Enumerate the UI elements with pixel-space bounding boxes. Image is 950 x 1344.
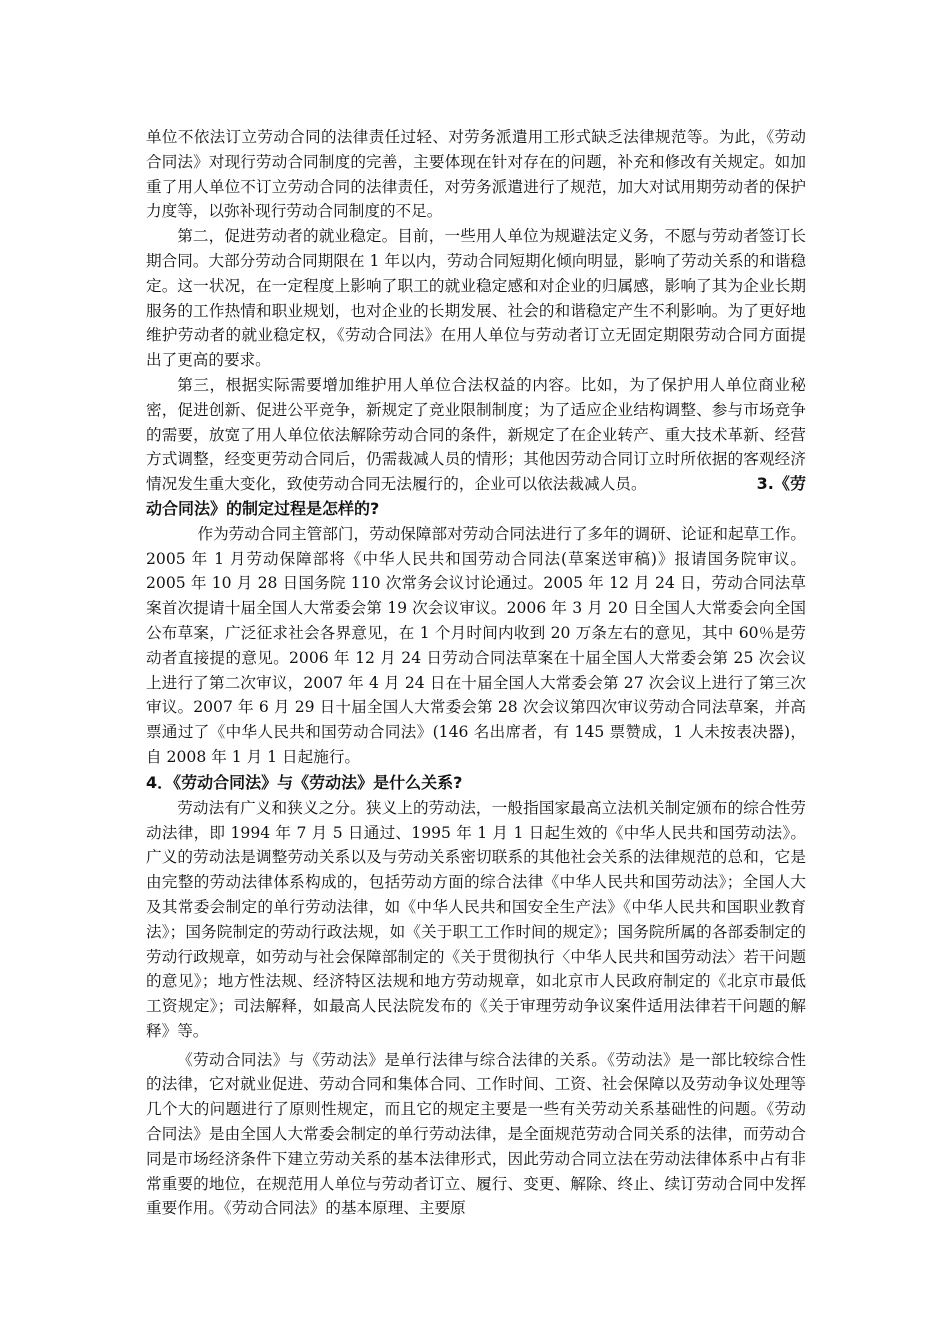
section-heading-4: 4．《劳动合同法》与《劳动法》是什么关系?	[146, 772, 463, 792]
paragraph-law-relationship: 《劳动合同法》与《劳动法》是单行法律与综合法律的关系。《劳动法》是一部比较综合性的法律，它对就业促进、劳动合同和集体合同、工作时间、工资、社会保障以及劳动争议处理等几个大的问题进行了原则性规定，而且它的规定主要是一些有关劳动关系基础性的问题。《劳动合同法》是由全国人大常委会制定的单行劳动法律，是全面规范劳动合同关系的法律，而劳动合同是市场经济条件下建立劳动关系的基本法律形式，因此劳动合同立法在劳动法律体系中占有非常重要的地位，在规范用人单位与劳动者订立、履行、变更、解除、终止、续订劳动合同中发挥重要作用。《劳动合同法》的基本原理、主要原	[146, 1050, 806, 1218]
paragraph-third-point	[146, 373, 806, 522]
paragraph-second-point: 第二，促进劳动者的就业稳定。目前，一些用人单位为规避法定义务，不愿与劳动者签订长期合同。大部分劳动合同期限在 1 年以内，劳动合同短期化倾向明显，影响了劳动关系的和谐稳定。这一状况，在一定程度上影响了职工的就业稳定感和对企业的归属感，影响了其为企业长期服务的工作热情和职业规划，也对企业的长期发展、社会的和谐稳定产生不利影响。为了更好地维护劳动者的就业稳定权，《劳动合同法》在用人单位与劳动者订立无固定期限劳动合同方面提出了更高的要求。	[146, 227, 806, 370]
section-heading-3: 3.《劳动合同法》的制定过程是怎样的?	[146, 474, 806, 518]
document-page	[146, 125, 806, 1221]
paragraph-legislative-history: 作为劳动合同主管部门，劳动保障部对劳动合同法进行了多年的调研、论证和起草工作。2005 年 1 月劳动保障部将《中华人民共和国劳动合同法(草案送审稿)》报请国务院审议。2005 年 10 月 28 日国务院 110 次常务会议讨论通过。2005 年 12 月 24 日，劳动合同法草案首次提请十届全国人大常委会第 19 次会议审议。2006 年 3 月 20 日全国人大常委会向全国公布草案，广泛征求社会各界意见，在 1 个月时间内收到 20 万条左右的意见，其中 60％是劳动者直接提的意见。2006 年 12 月 24 日劳动合同法草案在十届全国人大常委会第 25 次会议上进行了第二次审议，2007 年 4 月 24 日在十届全国人大常委会第 27 次会议上进行了第三次审议。2007 年 6 月 29 日十届全国人大常委会第 28 次会议第四次审议劳动合同法草案，并高票通过了《中华人民共和国劳动合同法》(146 名出席者，有 145 票赞成，1 人未按表决器)，自 2008 年 1 月 1 日起施行。	[146, 524, 806, 766]
paragraph-third-point-text: 第三，根据实际需要增加维护用人单位合法权益的内容。比如，为了保护用人单位商业秘密，促进创新、促进公平竞争，新规定了竞业限制制度；为了适应企业结构调整、参与市场竞争的需要，放宽了用人单位依法解除劳动合同的条件，新规定了在企业转产、重大技术革新、经营方式调整，经变更劳动合同后，仍需裁减人员的情形；其他因劳动合同订立时所依据的客观经济情况发生重大变化，致使劳动合同无法履行的，企业可以依法裁减人员。	[146, 375, 806, 494]
paragraph-labor-law-scope: 劳动法有广义和狭义之分。狭义上的劳动法，一般指国家最高立法机关制定颁布的综合性劳动法律，即 1994 年 7 月 5 日通过、1995 年 1 月 1 日起生效的《中华人民共和国劳动法》。广义的劳动法是调整劳动关系以及与劳动关系密切联系的其他社会关系的法律规范的总和，它是由完整的劳动法律体系构成的，包括劳动方面的综合法律《中华人民共和国劳动法》；全国人大及其常委会制定的单行劳动法律，如《中华人民共和国安全生产法》《中华人民共和国职业教育法》；国务院制定的劳动行政法规，如《关于职工工作时间的规定》；国务院所属的各部委制定的劳动行政规章，如劳动与社会保障部制定的《关于贯彻执行〈中华人民共和国劳动法〉若干问题的意见》；地方性法规、经济特区法规和地方劳动规章，如北京市人民政府制定的《北京市最低工资规定》；司法解释，如最高人民法院发布的《关于审理劳动争议案件适用法律若干问题的解释》等。	[146, 798, 806, 1040]
paragraph-intro-continuation: 单位不依法订立劳动合同的法律责任过轻、对劳务派遣用工形式缺乏法律规范等。为此，《劳动合同法》对现行劳动合同制度的完善，主要体现在针对存在的问题，补充和修改有关规定。如加重了用人单位不订立劳动合同的法律责任，对劳务派遣进行了规范，加大对试用期劳动者的保护力度等，以弥补现行劳动合同制度的不足。	[146, 128, 806, 221]
